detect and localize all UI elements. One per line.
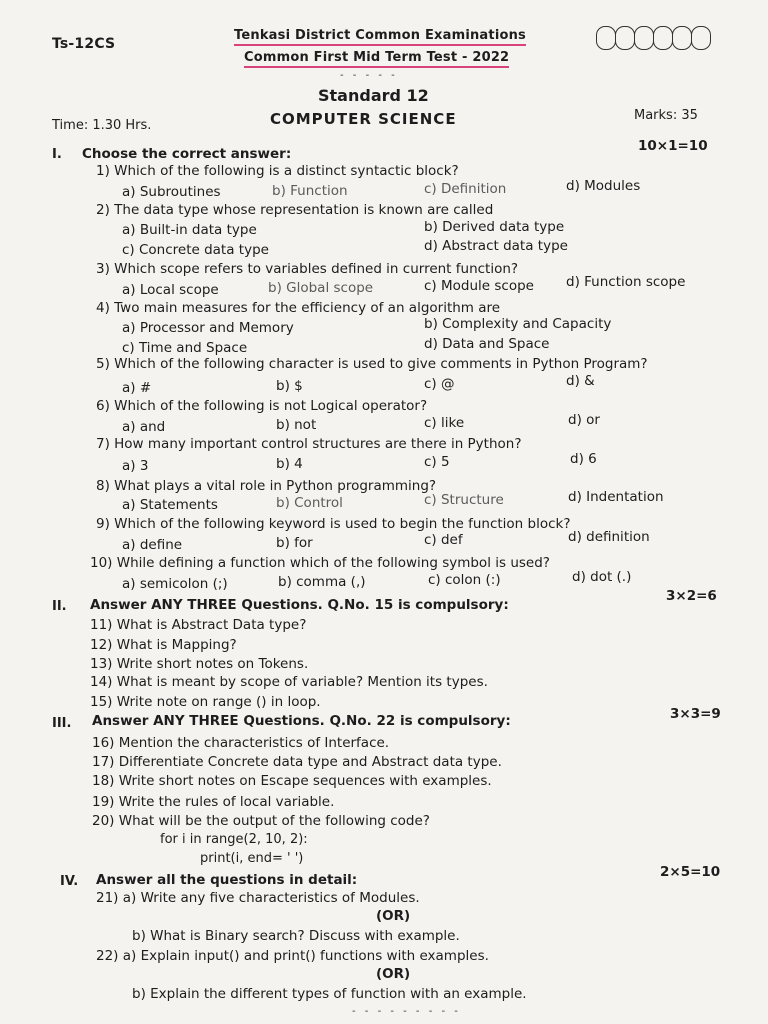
mcq-7-option-c: c) 5: [424, 454, 450, 470]
mcq-2-option-c: c) Concrete data type: [122, 242, 269, 258]
section-2-question: 12) What is Mapping?: [90, 637, 237, 653]
mcq-question-3: 3) Which scope refers to variables defined in current function?: [96, 261, 519, 277]
mcq-5-option-c: c) @: [424, 376, 455, 392]
section-4-title: Answer all the questions in detail:: [96, 872, 358, 888]
section-1-marks: 10×1=10: [638, 138, 708, 154]
section-2-number: II.: [52, 599, 67, 614]
mcq-question-7: 7) How many important control structures are there in Python?: [96, 436, 522, 452]
mcq-8-option-a: a) Statements: [122, 497, 218, 513]
mcq-9-option-c: c) def: [424, 532, 463, 548]
question-21a: 21) a) Write any five characteristics of Modules.: [96, 890, 420, 906]
section-3-question: 20) What will be the output of the following code?: [92, 813, 430, 829]
mcq-6-option-b: b) not: [276, 417, 317, 433]
code-line-1: for i in range(2, 10, 2):: [160, 832, 308, 847]
mcq-3-option-d: d) Function scope: [566, 274, 686, 290]
mcq-8-option-c: c) Structure: [424, 492, 504, 508]
mcq-7-option-d: d) 6: [570, 451, 597, 467]
section-2-question: 13) Write short notes on Tokens.: [90, 656, 309, 672]
mcq-question-8: 8) What plays a vital role in Python programming?: [96, 478, 437, 494]
mcq-10-option-c: c) colon (:): [428, 572, 501, 588]
section-4-marks: 2×5=10: [660, 864, 721, 880]
mcq-5-option-d: d) &: [566, 373, 595, 389]
section-2-question: 15) Write note on range () in loop.: [90, 694, 321, 710]
mcq-8-option-d: d) Indentation: [568, 489, 664, 505]
mcq-question-9: 9) Which of the following keyword is used to begin the function block?: [96, 516, 571, 532]
section-4-number: IV.: [60, 874, 79, 889]
mcq-9-option-b: b) for: [276, 535, 313, 551]
mcq-3-option-a: a) Local scope: [122, 282, 219, 298]
section-2-question: 11) What is Abstract Data type?: [90, 617, 307, 633]
section-3-title: Answer ANY THREE Questions. Q.No. 22 is compulsory:: [92, 713, 511, 729]
or-separator-1: (OR): [376, 908, 411, 924]
section-3-question: 18) Write short notes on Escape sequences with examples.: [92, 773, 492, 789]
mcq-4-option-d: d) Data and Space: [424, 336, 550, 352]
mcq-4-option-a: a) Processor and Memory: [122, 320, 294, 336]
section-3-question: 16) Mention the characteristics of Interface.: [92, 735, 390, 751]
mcq-question-1: 1) Which of the following is a distinct syntactic block?: [96, 163, 459, 179]
register-box: [653, 26, 673, 50]
time-label: Time: 1.30 Hrs.: [52, 118, 152, 133]
mcq-6-option-d: d) or: [568, 412, 600, 428]
mcq-2-option-d: d) Abstract data type: [424, 238, 568, 254]
question-21b: b) What is Binary search? Discuss with example.: [132, 928, 460, 944]
register-box: [596, 26, 616, 50]
or-separator-2: (OR): [376, 966, 411, 982]
mcq-question-4: 4) Two main measures for the efficiency of an algorithm are: [96, 300, 501, 316]
mcq-8-option-b: b) Control: [276, 495, 343, 511]
mcq-10-option-b: b) comma (,): [278, 574, 366, 590]
mcq-question-6: 6) Which of the following is not Logical operator?: [96, 398, 428, 414]
mcq-2-option-b: b) Derived data type: [424, 219, 565, 235]
mcq-7-option-b: b) 4: [276, 456, 303, 472]
paper-code: Ts-12CS: [52, 36, 116, 52]
section-2-marks: 3×2=6: [666, 588, 717, 604]
mcq-6-option-c: c) like: [424, 415, 465, 431]
mcq-3-option-c: c) Module scope: [424, 278, 534, 294]
mcq-7-option-a: a) 3: [122, 458, 149, 474]
mcq-10-option-d: d) dot (.): [572, 569, 632, 585]
mcq-1-option-a: a) Subroutines: [122, 184, 221, 200]
mcq-1-option-d: d) Modules: [566, 178, 641, 194]
code-line-2: print(i, end= ' '): [200, 851, 304, 866]
section-1-title: Choose the correct answer:: [82, 146, 292, 162]
mcq-question-5: 5) Which of the following character is used to give comments in Python Program?: [96, 356, 648, 372]
mcq-1-option-b: b) Function: [272, 183, 348, 199]
mcq-9-option-a: a) define: [122, 537, 183, 553]
mcq-9-option-d: d) definition: [568, 529, 650, 545]
register-number-boxes: [596, 26, 710, 50]
question-22a: 22) a) Explain input() and print() functions with examples.: [96, 948, 489, 964]
section-3-marks: 3×3=9: [670, 706, 721, 722]
end-dashes: - - - - - - - - -: [352, 1006, 461, 1017]
register-box: [691, 26, 711, 50]
mcq-5-option-a: a) #: [122, 380, 152, 396]
mcq-10-option-a: a) semicolon (;): [122, 576, 228, 592]
register-box: [634, 26, 654, 50]
register-box: [672, 26, 692, 50]
mcq-3-option-b: b) Global scope: [268, 280, 374, 296]
exam-title: Tenkasi District Common Examinations: [234, 28, 526, 46]
mcq-4-option-b: b) Complexity and Capacity: [424, 316, 612, 332]
section-1-number: I.: [52, 147, 62, 162]
section-2-question: 14) What is meant by scope of variable? Mention its types.: [90, 674, 488, 690]
test-title: Common First Mid Term Test - 2022: [244, 50, 509, 68]
section-3-question: 19) Write the rules of local variable.: [92, 794, 335, 810]
mcq-question-2: 2) The data type whose representation is known are called: [96, 202, 494, 218]
register-box: [615, 26, 635, 50]
section-3-question: 17) Differentiate Concrete data type and Abstract data type.: [92, 754, 502, 770]
mcq-1-option-c: c) Definition: [424, 181, 507, 197]
mcq-question-10: 10) While defining a function which of the following symbol is used?: [90, 555, 550, 571]
marks-label: Marks: 35: [634, 108, 698, 123]
mcq-5-option-b: b) $: [276, 378, 303, 394]
section-2-title: Answer ANY THREE Questions. Q.No. 15 is compulsory:: [90, 597, 509, 613]
section-3-number: III.: [52, 716, 72, 731]
mcq-6-option-a: a) and: [122, 419, 166, 435]
mcq-2-option-a: a) Built-in data type: [122, 222, 257, 238]
divider-dashes: - - - - -: [340, 70, 398, 81]
mcq-4-option-c: c) Time and Space: [122, 340, 248, 356]
standard: Standard 12: [318, 86, 429, 105]
subject-title: COMPUTER SCIENCE: [270, 110, 457, 128]
question-22b: b) Explain the different types of function with an example.: [132, 986, 527, 1002]
